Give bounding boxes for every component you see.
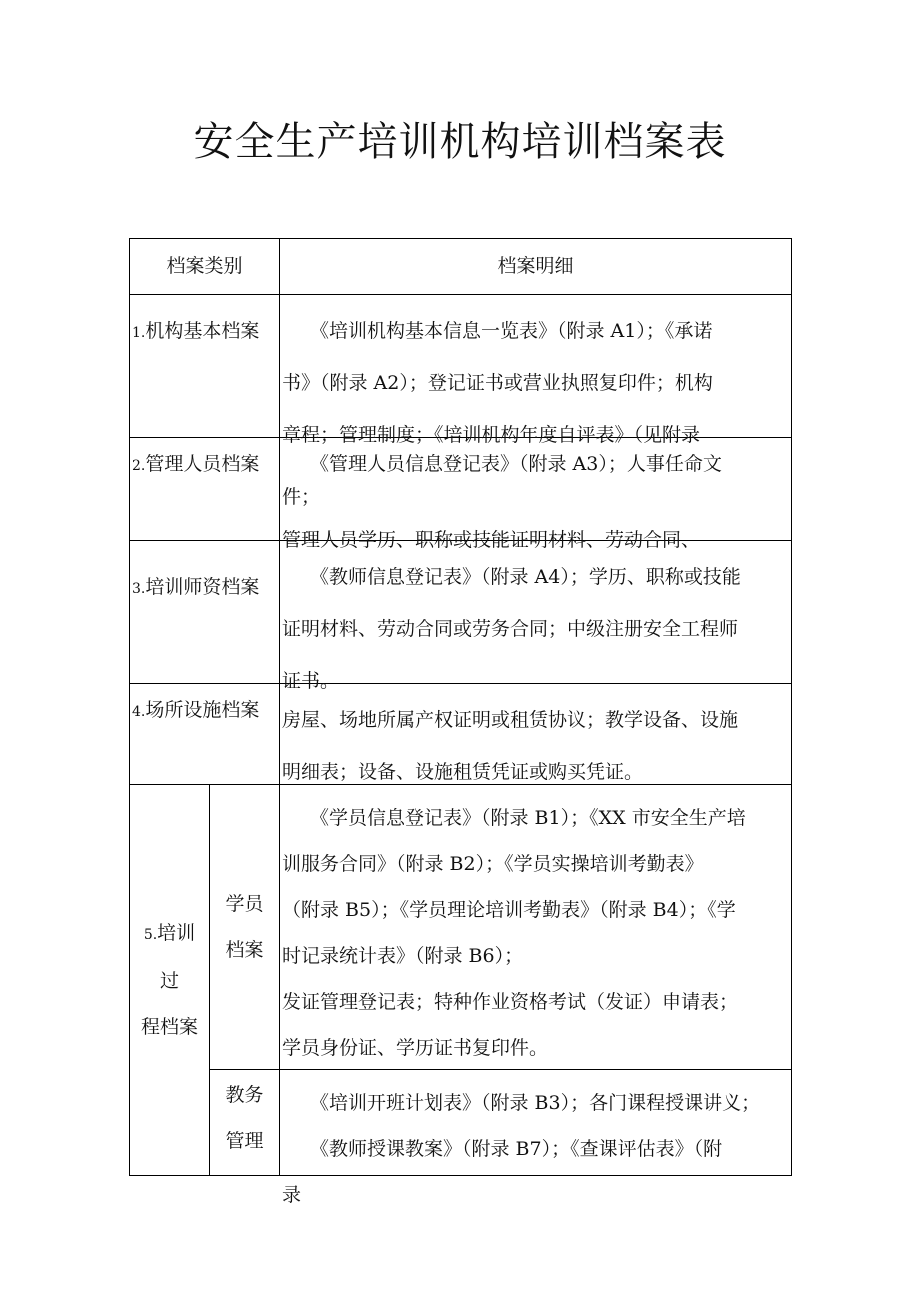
detail-line: 时记录统计表》（附录 B6）； (282, 945, 524, 967)
subcategory-cell (210, 785, 280, 1070)
detail-cell (280, 1070, 792, 1206)
category-label: 场所设施档案 (145, 699, 260, 721)
detail-line: 学员身份证、学历证书复印件。 (282, 1037, 549, 1059)
category-cell (130, 684, 280, 785)
table-header-row (130, 239, 792, 295)
detail-line: 章程；管理制度；《培训机构年度自评表》（见附录 (282, 424, 701, 446)
category-cell (130, 295, 280, 438)
detail-cell (280, 785, 792, 1070)
header-category: 档案类别 (130, 239, 280, 295)
detail-line: 《学员信息登记表》（附录 B1）；《XX 市安全生产培 (310, 807, 746, 829)
detail-line: 证明材料、劳动合同或劳务合同；中级注册安全工程师 (282, 618, 739, 640)
detail-cell (280, 295, 792, 446)
detail-line: 《培训开班计划表》（附录 B3）；各门课程授课讲义； (310, 1092, 761, 1114)
detail-line: 发证管理登记表；特种作业资格考试（发证）申请表； (282, 991, 739, 1013)
table-row (130, 684, 792, 785)
category-cell (130, 541, 280, 684)
subcategory-label: 档案 (225, 939, 264, 961)
detail-line: 录 (282, 1184, 302, 1206)
detail-cell (280, 541, 792, 692)
detail-line: 明细表；设备、设施租赁凭证或购买凭证。 (282, 761, 644, 783)
detail-line: 房屋、场地所属产权证明或租赁协议；教学设备、设施 (282, 709, 739, 731)
table-row (130, 785, 792, 1070)
detail-line: 《教师授课教案》（附录 B7）；《查课评估表》（附 (310, 1138, 723, 1160)
detail-line: 《培训机构基本信息一览表》（附录 A1）；《承诺 (310, 320, 713, 342)
table-row (130, 541, 792, 684)
detail-line: 证书。 (282, 670, 340, 692)
category-number: 5. (143, 927, 158, 943)
category-number: 2. (132, 458, 146, 474)
table-row (130, 438, 792, 541)
detail-line: 《管理人员信息登记表》（附录 A3）；人事任命文 (310, 453, 722, 475)
category-label: 培训师资档案 (145, 576, 260, 598)
table-row (130, 295, 792, 438)
category-label: 管理人员档案 (145, 453, 260, 475)
category-cell (130, 438, 280, 541)
category-label: 5.培训 过 程档案 (140, 922, 198, 1038)
detail-line: （附录 B5）；《学员理论培训考勤表》（附录 B4）；《学 (282, 899, 736, 921)
subcategory-label: 管理 (225, 1130, 264, 1152)
category-number: 1. (132, 325, 146, 341)
detail-cell (280, 684, 792, 785)
subcategory-cell (210, 1070, 280, 1176)
category-number: 3. (132, 581, 146, 597)
detail-line: 件； (282, 486, 321, 508)
category-label: 机构基本档案 (145, 320, 260, 342)
subcategory-label: 教务 (225, 1084, 264, 1106)
subcategory-label: 学员 (225, 893, 264, 915)
category-cell (130, 785, 210, 1176)
page-title: 安全生产培训机构培训档案表 (193, 119, 727, 165)
detail-line: 书》（附录 A2）；登记证书或营业执照复印件；机构 (282, 372, 713, 394)
detail-line: 训服务合同》（附录 B2）；《学员实操培训考勤表》 (282, 853, 704, 875)
category-number: 4. (132, 704, 146, 720)
archive-table (129, 238, 792, 1206)
header-detail: 档案明细 (280, 239, 792, 295)
detail-cell (280, 438, 792, 551)
detail-line: 管理人员学历、职称或技能证明材料、劳动合同、 (282, 529, 701, 551)
detail-line: 《教师信息登记表》（附录 A4）；学历、职称或技能 (310, 566, 741, 588)
table-row (130, 1070, 792, 1176)
